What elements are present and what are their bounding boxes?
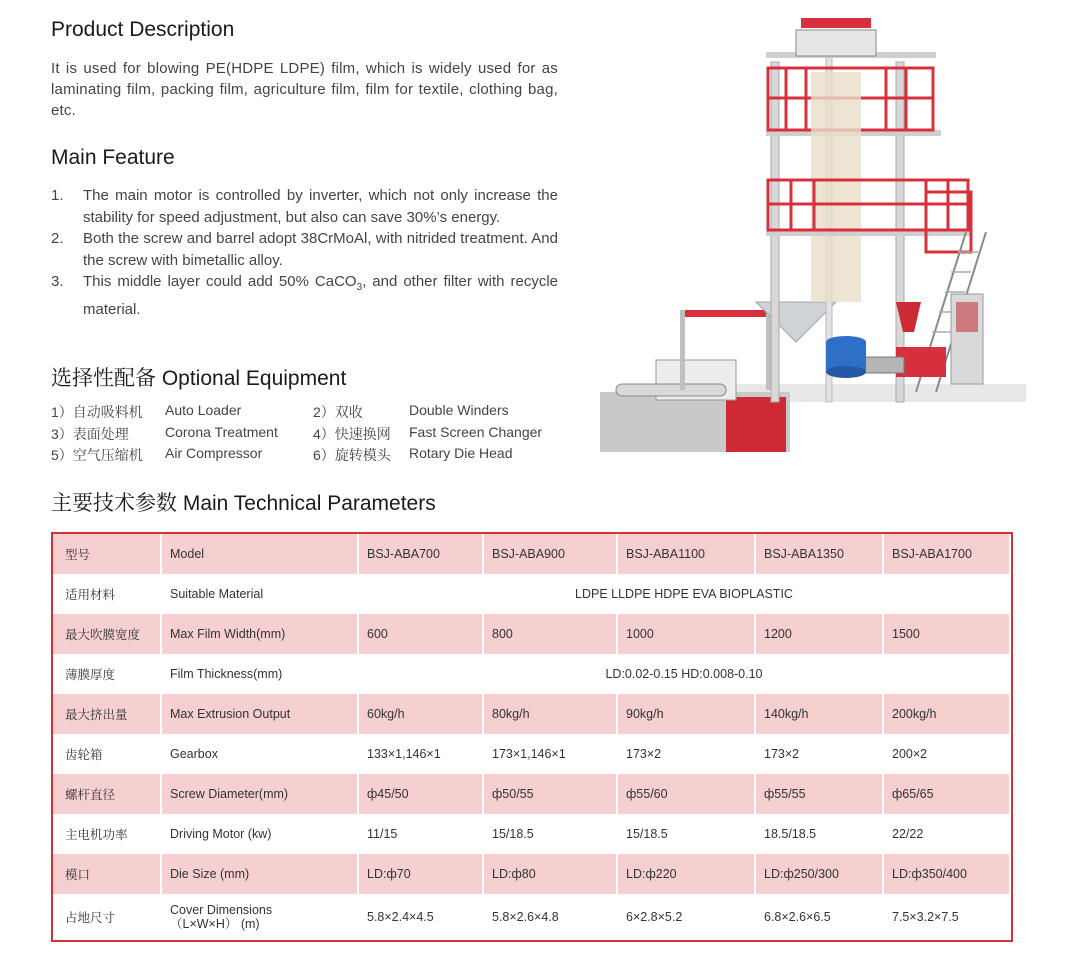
param-cn: 齿轮箱 [53,734,161,774]
param-value: 15/18.5 [617,814,755,854]
table-row [53,854,1010,894]
param-en: Die Size (mm) [161,854,358,894]
main-feature-title: Main Feature [51,146,175,169]
param-value: 60kg/h [358,694,483,734]
param-value: 90kg/h [617,694,755,734]
table-row [53,734,1010,774]
option-en: Double Winders [409,402,509,418]
param-en: Gearbox [161,734,358,774]
param-value: 80kg/h [483,694,617,734]
param-value: 15/18.5 [483,814,617,854]
param-en: Driving Motor (kw) [161,814,358,854]
param-value: 7.5×3.2×7.5 [883,894,1010,940]
param-value: 173×1,146×1 [483,734,617,774]
param-cn: 螺杆直径 [53,774,161,814]
param-cn: 占地尺寸 [53,894,161,940]
film-blowing-machine-illustration [596,12,1056,474]
parameters-table [51,532,1013,942]
product-description-title: Product Description [51,18,235,41]
param-value: 173×2 [617,734,755,774]
param-en: Suitable Material [161,574,358,614]
param-value: 6.8×2.6×6.5 [755,894,883,940]
subscript: 3 [356,282,363,293]
param-cn: 型号 [53,534,161,574]
param-value: 6×2.8×5.2 [617,894,755,940]
param-en [161,894,358,940]
param-span-value: LDPE LLDPE HDPE EVA BIOPLASTIC [358,574,1010,614]
param-value: 18.5/18.5 [755,814,883,854]
product-description-text: It is used for blowing PE(HDPE LDPE) film, which is widely used for as laminating film, packing film, agriculture film, film for textile, clothing bag, etc. [51,60,558,119]
table-row [53,814,1010,854]
param-value: 173×2 [755,734,883,774]
param-value: BSJ-ABA1350 [755,534,883,574]
param-value: 1500 [883,614,1010,654]
param-value: ф55/55 [755,774,883,814]
feature-text: Both the screw and barrel adopt 38CrMoAl, with nitrided treatment. And the screw with bimetallic alloy. [83,230,558,269]
param-cn: 模口 [53,854,161,894]
feature-item [51,185,558,228]
param-cn: 最大吹膜宽度 [53,614,161,654]
param-value: 600 [358,614,483,654]
feature-number: 2. [51,230,64,247]
option-en: Air Compressor [165,445,263,461]
parameters-title: 主要技术参数 Main Technical Parameters [51,492,436,515]
table-row [53,574,1010,614]
param-value: LD:ф220 [617,854,755,894]
param-value: 133×1,146×1 [358,734,483,774]
param-en: Film Thickness(mm) [161,654,358,694]
table-row [53,534,1010,574]
param-value: LD:ф350/400 [883,854,1010,894]
param-cn: 适用材料 [53,574,161,614]
param-value: BSJ-ABA700 [358,534,483,574]
param-en: Model [161,534,358,574]
param-value: 22/22 [883,814,1010,854]
feature-text: The main motor is controlled by inverter, which not only increase the stability for speed adjustment, but also can save 30%’s energy. [83,187,558,226]
param-en: Screw Diameter(mm) [161,774,358,814]
param-en-line: （L×W×H） (m) [170,917,260,931]
param-span-value: LD:0.02-0.15 HD:0.008-0.10 [358,654,1010,694]
param-value: BSJ-ABA900 [483,534,617,574]
param-en: Max Extrusion Output [161,694,358,734]
table-row [53,694,1010,734]
option-cn: 2）双收 [313,404,363,420]
option-en: Corona Treatment [165,424,278,440]
param-value: 5.8×2.4×4.5 [358,894,483,940]
param-value: LD:ф70 [358,854,483,894]
param-value: BSJ-ABA1700 [883,534,1010,574]
option-cn: 5）空气压缩机 [51,447,143,463]
param-value: BSJ-ABA1100 [617,534,755,574]
main-feature-list [51,185,558,320]
feature-number: 1. [51,187,64,204]
table-row [53,894,1010,940]
param-value: ф50/55 [483,774,617,814]
option-cn: 4）快速换网 [313,426,391,442]
option-en: Rotary Die Head [409,445,513,461]
param-en: Max Film Width(mm) [161,614,358,654]
option-en: Fast Screen Changer [409,424,543,440]
param-value: LD:ф80 [483,854,617,894]
feature-text [83,271,558,320]
param-value: ф55/60 [617,774,755,814]
param-value: LD:ф250/300 [755,854,883,894]
param-cn: 薄膜厚度 [53,654,161,694]
param-value: 140kg/h [755,694,883,734]
feature-text-part: , and other filter with recycle material. [83,273,559,318]
option-cn: 1）自动吸料机 [51,404,143,420]
feature-item [51,271,558,320]
param-value: 1000 [617,614,755,654]
feature-number: 3. [51,273,64,290]
feature-text-part: This middle layer could add 50% CaCO [83,273,357,290]
optional-equipment-title: 选择性配备 Optional Equipment [51,367,347,390]
table-row [53,774,1010,814]
feature-item [51,228,558,271]
param-value: 1200 [755,614,883,654]
param-value: 200kg/h [883,694,1010,734]
param-value: 11/15 [358,814,483,854]
param-en-line: Cover Dimensions [170,903,273,917]
option-cn: 3）表面处理 [51,426,129,442]
param-value: ф65/65 [883,774,1010,814]
option-cn: 6）旋转模头 [313,447,391,463]
option-en: Auto Loader [165,402,242,418]
param-cn: 最大挤出量 [53,694,161,734]
param-value: 800 [483,614,617,654]
table-row [53,614,1010,654]
param-value: 5.8×2.6×4.8 [483,894,617,940]
param-value: ф45/50 [358,774,483,814]
param-value: 200×2 [883,734,1010,774]
table-row [53,654,1010,694]
param-cn: 主电机功率 [53,814,161,854]
